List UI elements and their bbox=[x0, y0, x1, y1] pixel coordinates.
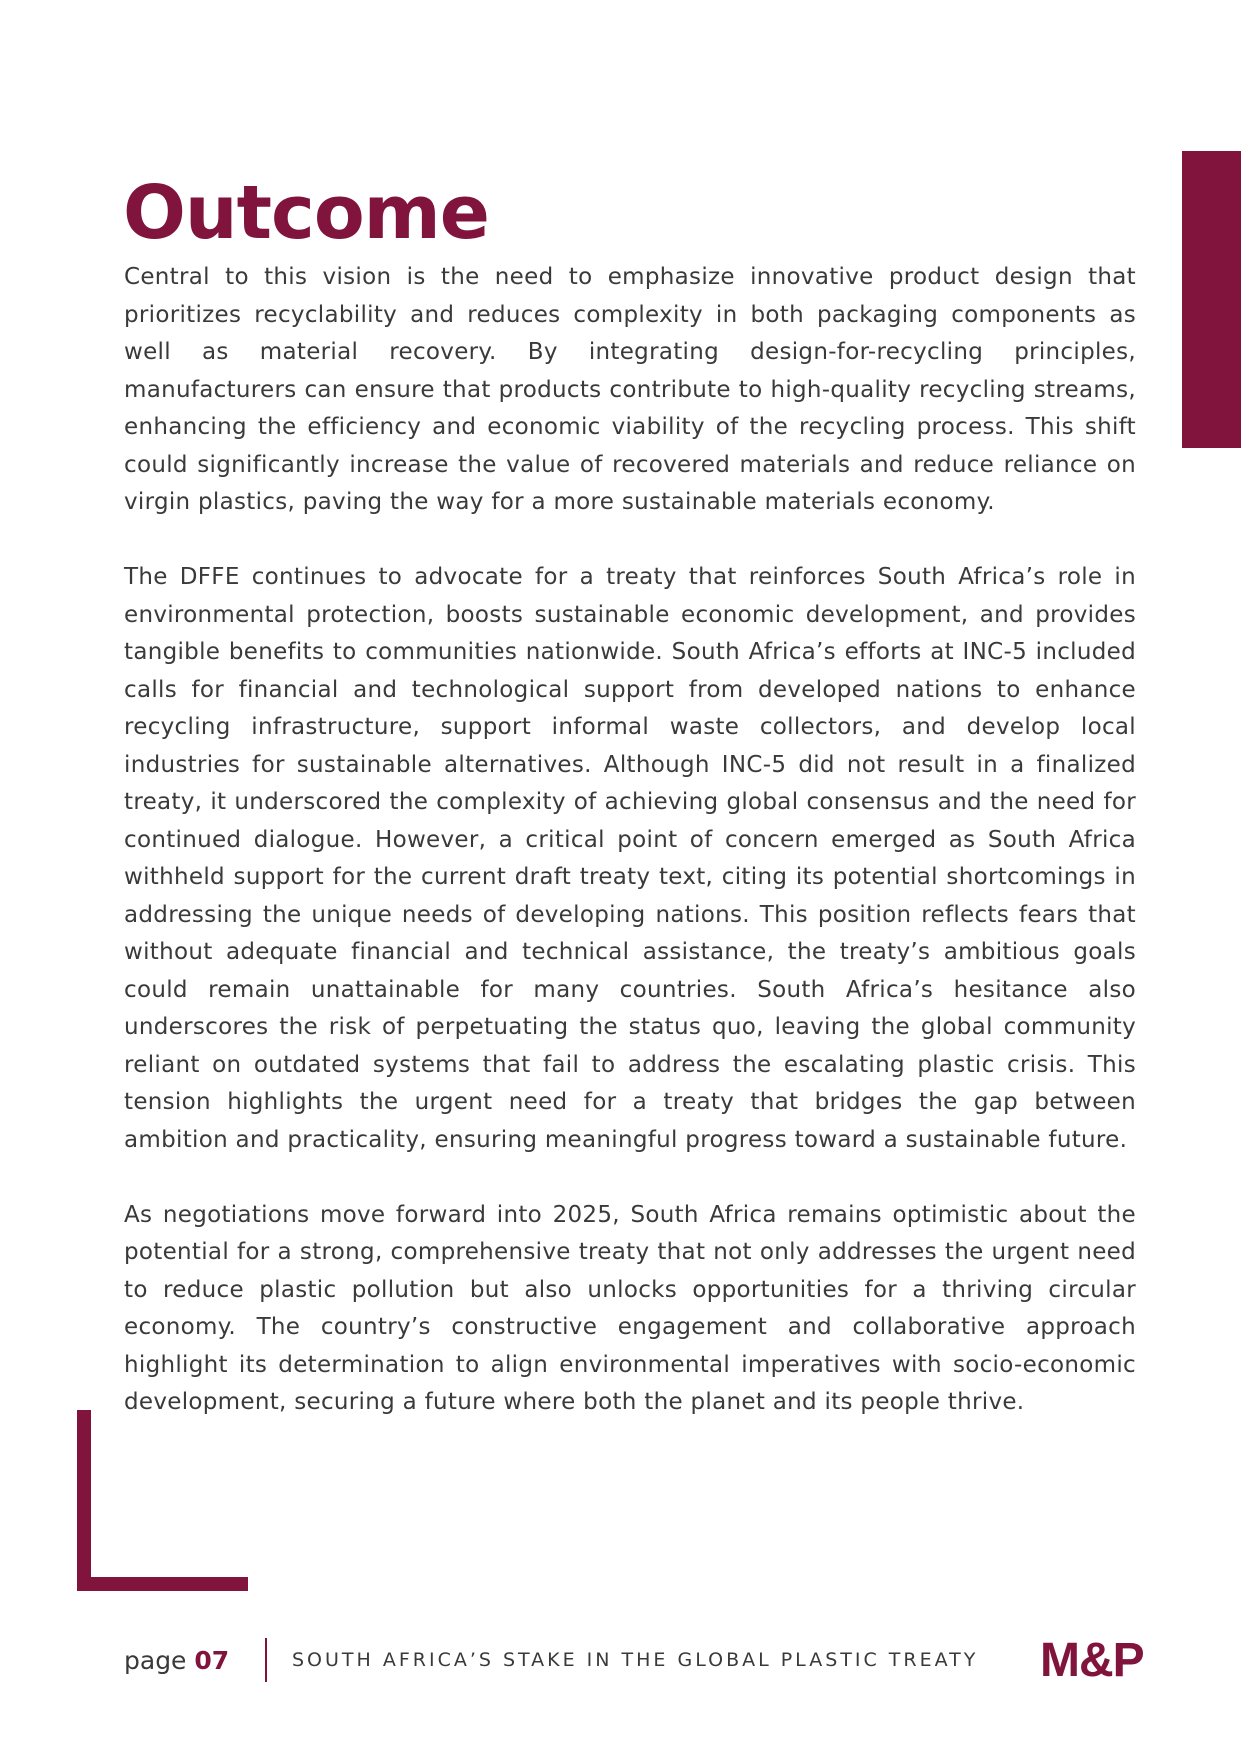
page-footer bbox=[124, 1636, 1192, 1686]
section-heading: Outcome bbox=[123, 170, 489, 256]
footer-divider bbox=[265, 1638, 267, 1682]
document-title: SOUTH AFRICA’S STAKE IN THE GLOBAL PLASTIC TREATY bbox=[292, 1649, 979, 1671]
corner-bracket-vertical bbox=[77, 1410, 91, 1590]
paragraph-negotiations: As negotiations move forward into 2025, South Africa remains optimistic about the potential for a strong, comprehensive treaty that not only addresses the urgent need to reduce plastic pollution but also unlocks opportunities for a thriving circular economy. The country’s constructive engagement and collaborative approach highlight its determination to align environmental imperatives with socio-economic development, securing a future where both the planet and its people thrive. bbox=[124, 1201, 1136, 1415]
right-edge-accent-bar bbox=[1182, 151, 1241, 448]
body-text bbox=[124, 259, 1136, 1459]
paragraph-dffe-advocacy: The DFFE continues to advocate for a treaty that reinforces South Africa’s role in environmental protection, boosts sustainable economic development, and provides tangible benefits to communities nationwide. South Africa’s efforts at INC-5 included calls for financial and technological support from developed nations to enhance recycling infrastructure, support informal waste collectors, and develop local industries for sustainable alternatives. Although INC-5 did not result in a finalized treaty, it underscored the complexity of achieving global consensus and the need for continued dialogue. However, a critical point of concern emerged as South Africa withheld support for the current draft treaty text, citing its potential shortcomings in addressing the unique needs of developing nations. This position reflects fears that without adequate financial and technical assistance, the treaty’s ambitious goals could remain unattainable for many countries. South Africa’s hesitance also underscores the risk of perpetuating the status quo, leaving the global community reliant on outdated systems that fail to address the escalating plastic crisis. This tension highlights the urgent need for a treaty that bridges the gap between ambition and practicality, ensuring meaningful progress toward a sustainable future. bbox=[124, 564, 1136, 1153]
paragraph-design: Central to this vision is the need to emphasize innovative product design that prioritizes recyclability and reduces complexity in both packaging components as well as material recovery. By integrating design-for-recycling principles, manufacturers can ensure that products contribute to high-quality recycling streams, enhancing the efficiency and economic viability of the recycling process. This shift could significantly increase the value of recovered materials and reduce reliance on virgin plastics, paving the way for a more sustainable materials economy. bbox=[124, 264, 1136, 515]
page-number: 07 bbox=[194, 1646, 230, 1675]
page-label: page bbox=[124, 1646, 187, 1675]
corner-bracket-horizontal bbox=[77, 1577, 248, 1591]
page-indicator bbox=[124, 1646, 229, 1676]
brand-logo: M&P bbox=[1040, 1634, 1144, 1687]
